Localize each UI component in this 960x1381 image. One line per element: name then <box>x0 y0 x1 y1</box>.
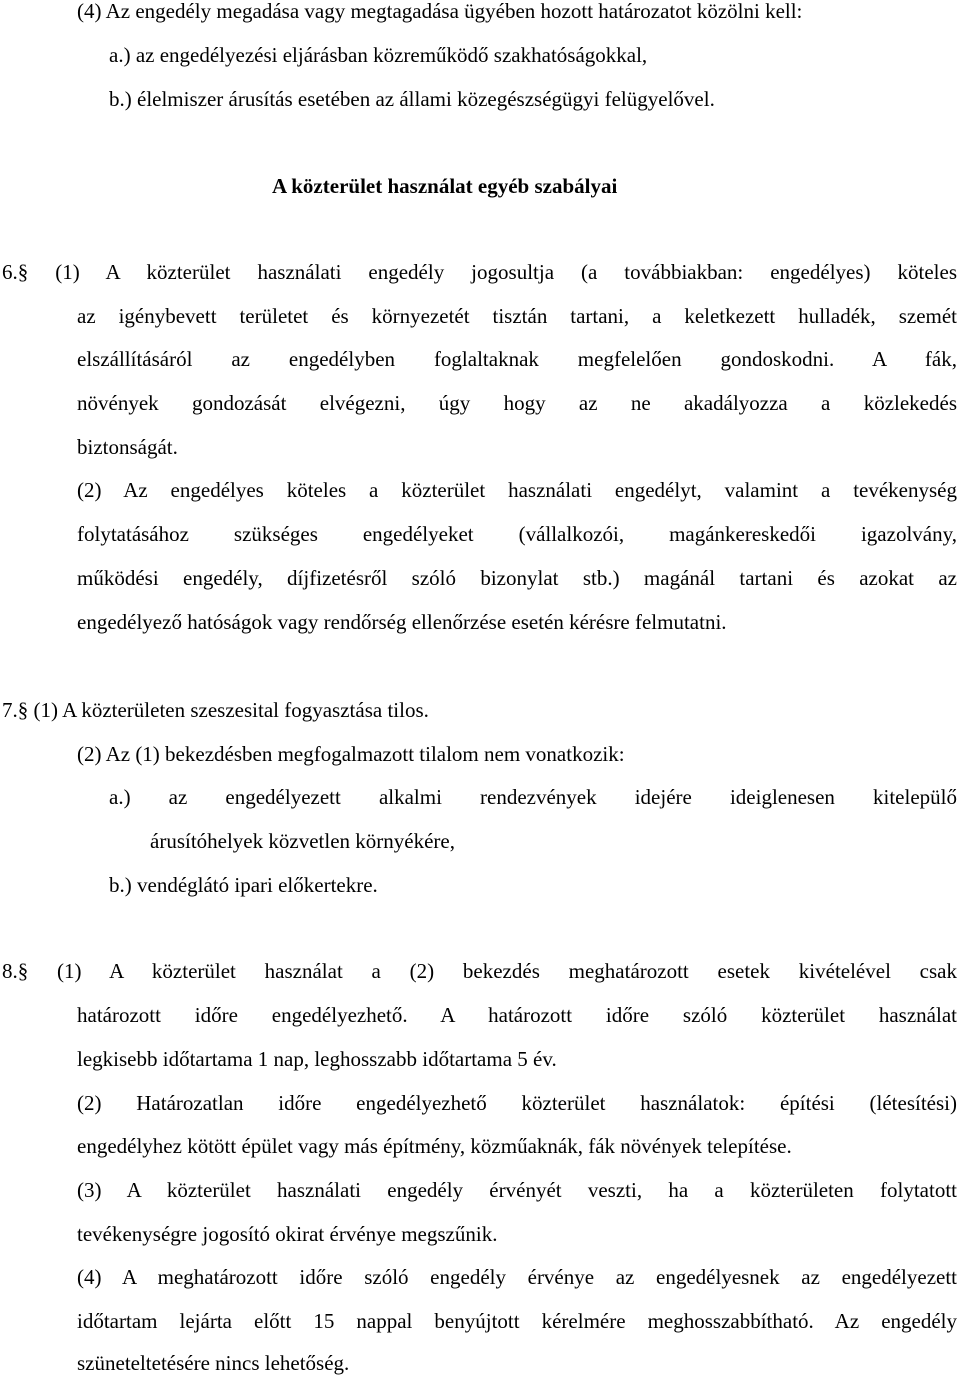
paragraph-line: (4) A meghatározott időre szóló engedély érvénye az engedélyesnek az engedélyezett <box>77 1265 957 1289</box>
permit-notification-intro: (4) Az engedély megadása vagy megtagadása ügyében hozott határozatot közölni kell: <box>77 0 803 23</box>
paragraph-line: időtartam lejárta előtt 15 nappal benyújtott kérelmére meghosszabbítható. Az engedély <box>77 1309 957 1333</box>
paragraph-line: (3) A közterület használati engedély érvényét veszti, ha a közterületen folytatott <box>77 1178 957 1202</box>
paragraph-line: (2) Határozatlan időre engedélyezhető közterület használatok: építési (létesítési) <box>77 1091 957 1115</box>
paragraph-line: elszállításáról az engedélyben foglaltaknak megfelelően gondoskodni. A fák, <box>77 347 957 371</box>
paragraph-line: határozott időre engedélyezhető. A határozott időre szóló közterület használat <box>77 1003 957 1027</box>
list-item-b: b.) vendéglátó ipari előkertekre. <box>109 873 378 897</box>
paragraph-line: működési engedély, díjfizetésről szóló bizonylat stb.) magánál tartani és azokat az <box>77 566 957 590</box>
paragraph-line: tevékenységre jogosító okirat érvénye megszűnik. <box>77 1222 498 1246</box>
paragraph-line: szüneteltetésére nincs lehetőség. <box>77 1351 350 1375</box>
list-item-a: a.) az engedélyezett alkalmi rendezvények idejére ideiglenesen kitelepülő <box>109 785 957 809</box>
list-item-b: b.) élelmiszer árusítás esetében az állami közegészségügyi felügyelővel. <box>109 87 715 111</box>
paragraph-line: 7.§ (1) A közterületen szeszesital fogyasztása tilos. <box>2 698 429 722</box>
paragraph-line: 6.§ (1) A közterület használati engedély jogosultja (a továbbiakban: engedélyes) köteles <box>2 260 957 284</box>
paragraph-line: (2) Az engedélyes köteles a közterület használati engedélyt, valamint a tevékenység <box>77 478 957 502</box>
paragraph-line: engedélyező hatóságok vagy rendőrség ellenőrzése esetén kérésre felmutatni. <box>77 610 727 634</box>
paragraph-line: (2) Az (1) bekezdésben megfogalmazott tilalom nem vonatkozik: <box>77 742 625 766</box>
list-item-a-continuation: árusítóhelyek közvetlen környékére, <box>150 829 455 853</box>
paragraph-line: folytatásához szükséges engedélyeket (vállalkozói, magánkereskedői igazolvány, <box>77 522 957 546</box>
paragraph-line: 8.§ (1) A közterület használat a (2) bekezdés meghatározott esetek kivételével csak <box>2 959 957 983</box>
list-item-a: a.) az engedélyezési eljárásban közreműködő szakhatóságokkal, <box>109 43 648 67</box>
paragraph-line: az igénybevett területet és környezetét tisztán tartani, a keletkezett hulladék, szemét <box>77 304 957 328</box>
paragraph-line: legkisebb időtartama 1 nap, leghosszabb időtartama 5 év. <box>77 1047 557 1071</box>
section-heading: A közterület használat egyéb szabályai <box>272 174 618 198</box>
paragraph-line: engedélyhez kötött épület vagy más építmény, közműaknák, fák növények telepítése. <box>77 1134 792 1158</box>
paragraph-line: növények gondozását elvégezni, úgy hogy az ne akadályozza a közlekedés <box>77 391 957 415</box>
paragraph-line: biztonságát. <box>77 435 178 459</box>
